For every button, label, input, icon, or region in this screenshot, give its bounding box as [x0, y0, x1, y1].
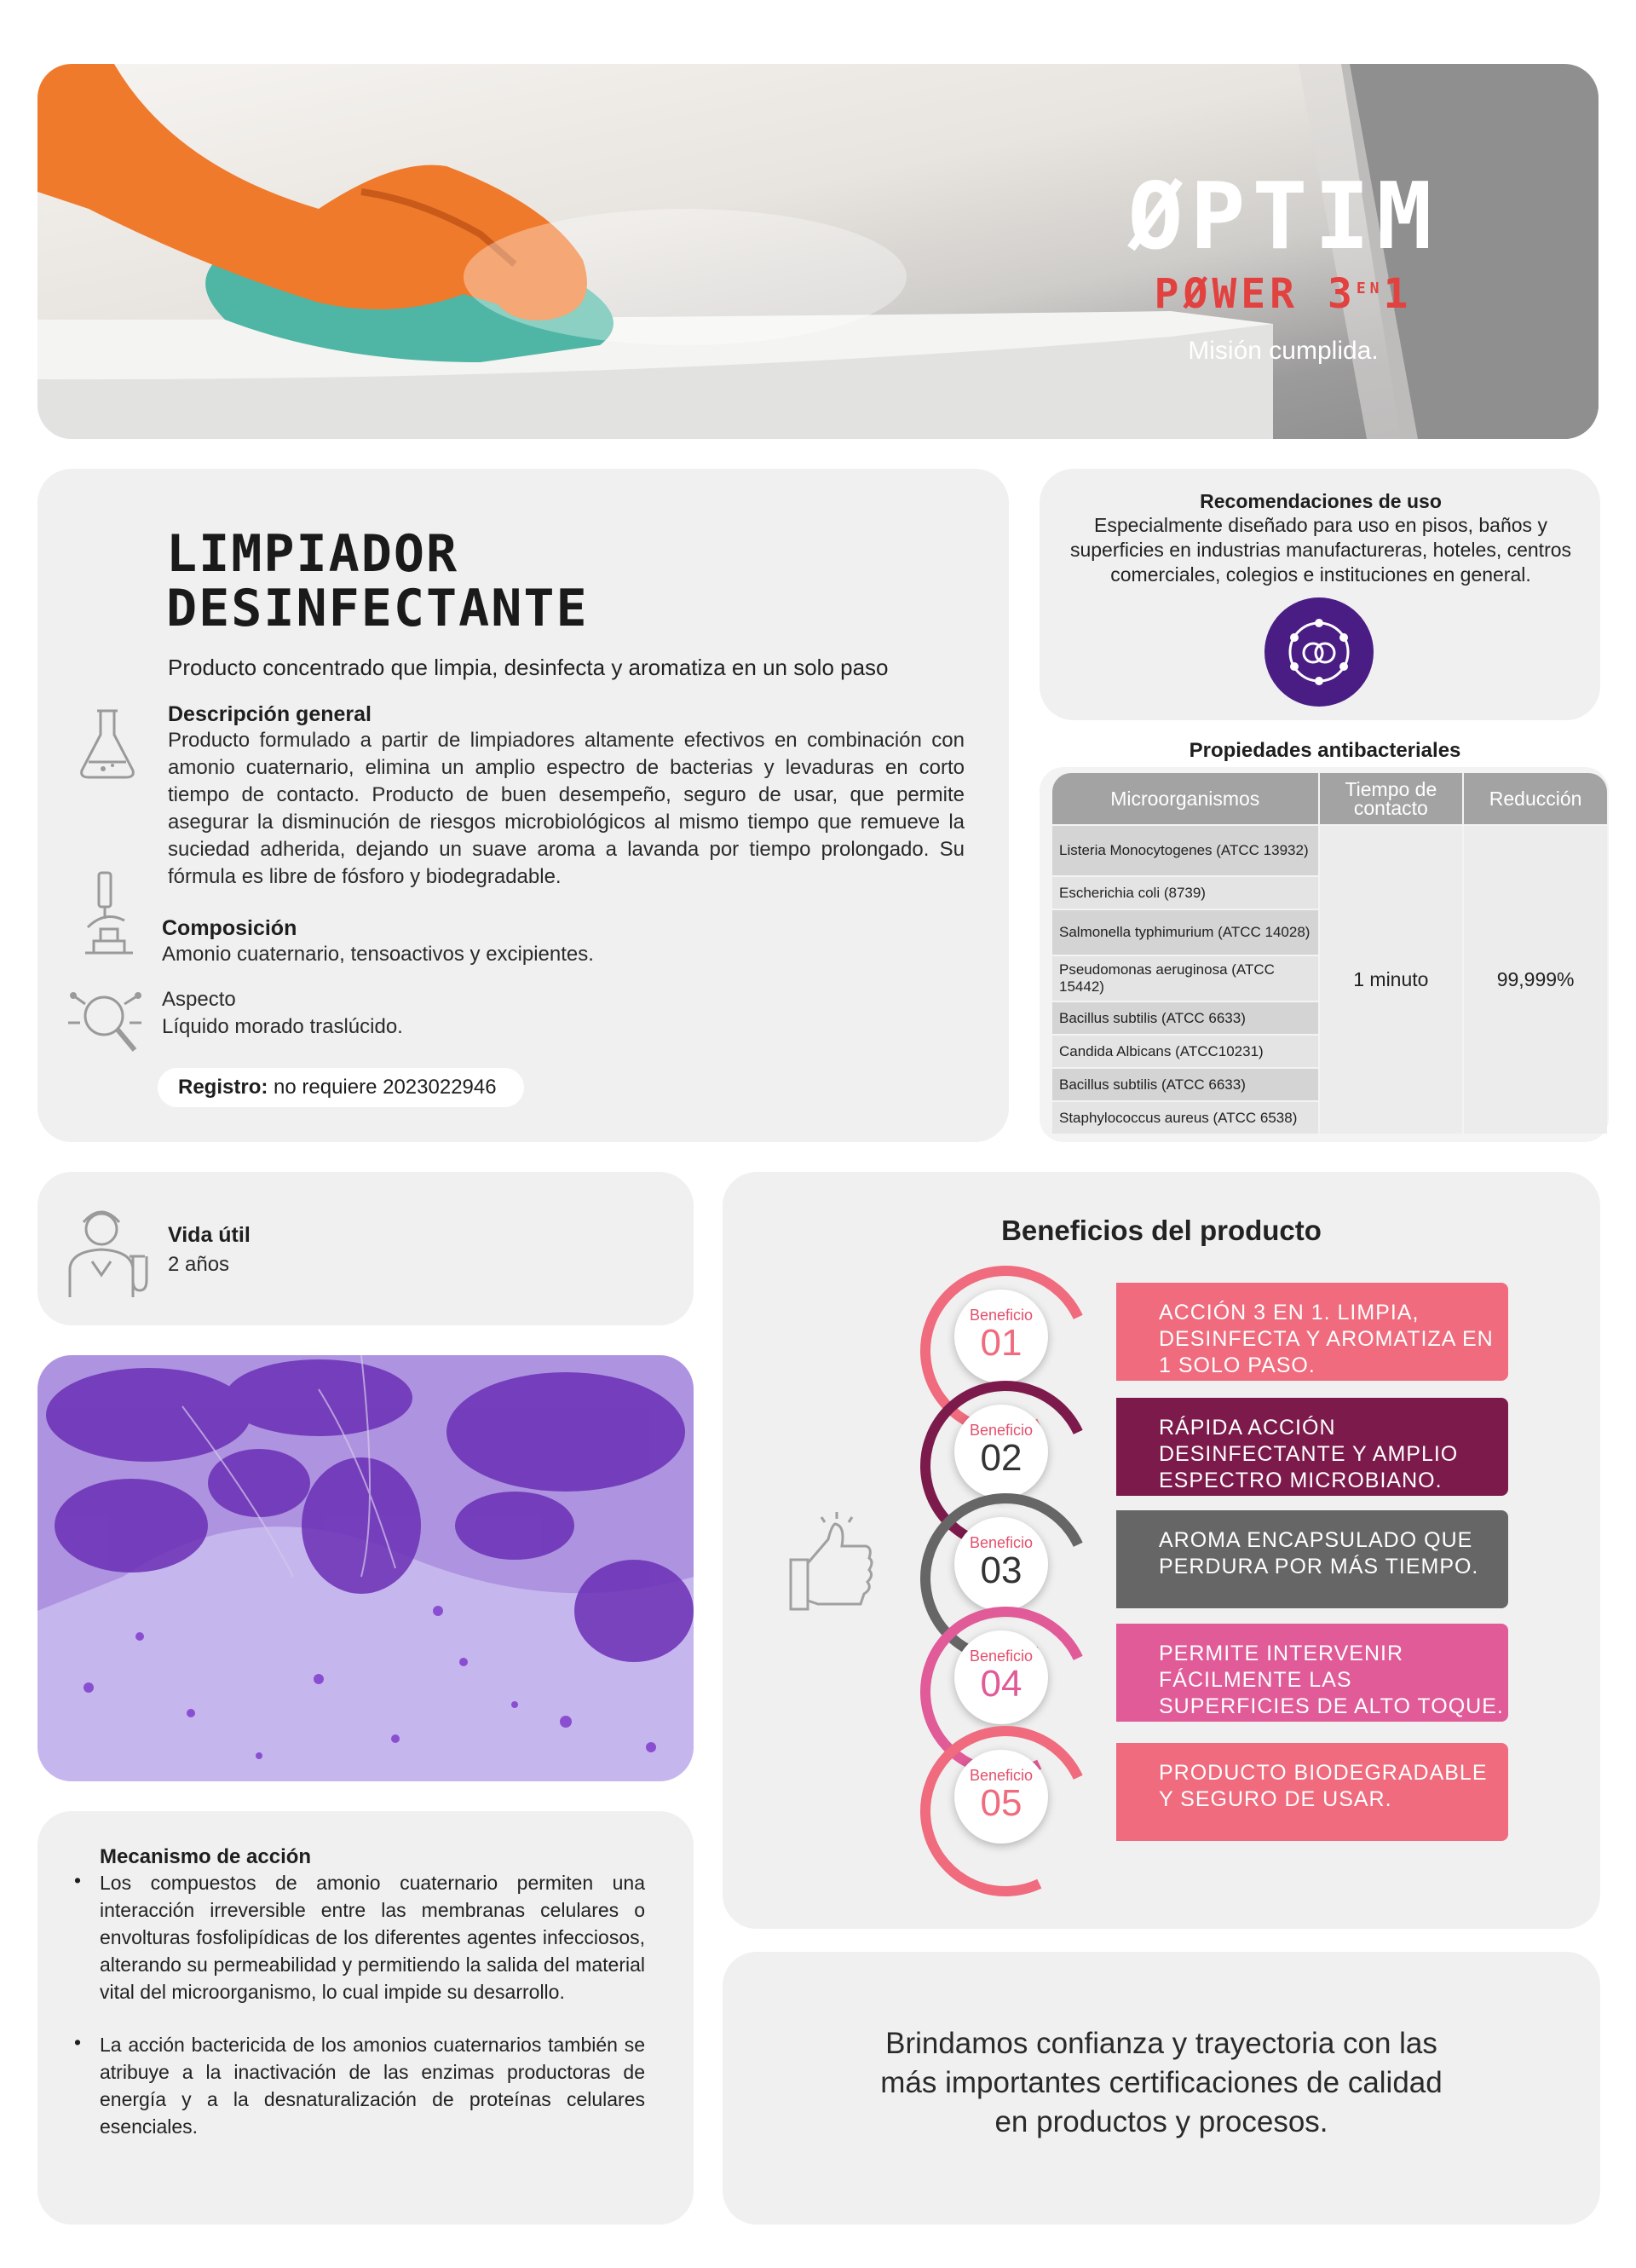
- benefit-label: Beneficio: [969, 1534, 1034, 1551]
- benefit-number: 02: [980, 1437, 1022, 1479]
- hero-banner: [37, 64, 1599, 439]
- benefit-text: ACCIÓN 3 EN 1. LIMPIA, DESINFECTA Y AROMATIZA EN 1 SOLO PASO.: [1159, 1301, 1494, 1377]
- benefit-text: RÁPIDA ACCIÓN DESINFECTANTE Y AMPLIO ESPECTRO MICROBIANO.: [1159, 1416, 1459, 1492]
- list-item: • La acción bactericida de los amonios cuaternarios también se atribuye a la inactivación de las enzimas productoras de energía y a la desnaturalización de proteínas celulares esenciales.: [74, 2031, 645, 2138]
- benefit-label: Beneficio: [969, 1767, 1034, 1784]
- magnifier-icon: [63, 980, 148, 1059]
- benefit-box: [1116, 1624, 1508, 1722]
- col-reduccion: Reducción: [1464, 773, 1607, 824]
- table-row: Pseudomonas aeruginosa (ATCC 15442): [1052, 956, 1318, 1001]
- registro-badge: Registro: no requiere 2023022946: [158, 1068, 524, 1107]
- table-row: Staphylococcus aureus (ATCC 6538): [1052, 1102, 1318, 1134]
- benefit-row: [920, 1624, 1508, 1722]
- flask-icon: [73, 706, 141, 782]
- benefit-row: [920, 1510, 1508, 1608]
- benefit-row: [920, 1283, 1508, 1381]
- recomendaciones-heading: Recomendaciones de uso: [1200, 490, 1442, 512]
- brand-logo: ØPTIM: [1127, 164, 1439, 270]
- thumbs-up-icon: [784, 1509, 878, 1615]
- reduction-value: 99,999%: [1464, 826, 1607, 1134]
- microscope-icon: [75, 868, 143, 957]
- recomendaciones-section: [1048, 490, 1593, 587]
- benefit-number: 04: [980, 1663, 1022, 1705]
- descripcion-section: [168, 702, 965, 891]
- benefit-box: [1116, 1283, 1508, 1381]
- antibacterial-table: [1051, 771, 1609, 1135]
- table-row: Bacillus subtilis (ATCC 6633): [1052, 1069, 1318, 1100]
- product-subtitle: Producto concentrado que limpia, desinfecta y aromatiza en un solo paso: [168, 655, 889, 680]
- contact-time-value: 1 minuto: [1320, 826, 1463, 1134]
- benefit-text: AROMA ENCAPSULADO QUE PERDURA POR MÁS TIEMPO.: [1159, 1528, 1479, 1578]
- benefit-box: [1116, 1510, 1508, 1608]
- col-microorganismos: Microorganismos: [1052, 773, 1318, 824]
- descripcion-text: Producto formulado a partir de limpiadores altamente efectivos en combinación con amonio cuaternario, elimina un amplio espectro de bacterias y levaduras en corto tiempo de contacto. Producto de buen desempeño, seguro de usar, que permite asegurar la disminución de riesgos microbiológicos al mismo tiempo que remueve la suciedad adherida, dejando un suave aroma a lavanda por tiempo prolongado. Su fórmula es libre de fósforo y biodegradable.: [168, 729, 965, 888]
- vida-text: 2 años: [168, 1253, 230, 1276]
- list-item: • Los compuestos de amonio cuaternario permiten una interacción irreversible entre las membranas celulares o envolturas fosfolipídicas de los diferentes agentes infecciosos, alterando su permeabilidad y permitiendo la salida del material vital del microorganismo, lo cual impide su desarrollo.: [74, 1869, 645, 2003]
- brand-subline: PØWER $3^{EN}1$: [1154, 270, 1413, 318]
- molecule-icon: [1264, 597, 1374, 707]
- benefit-row: [920, 1743, 1508, 1841]
- mecanismo-heading: Mecanismo de acción: [100, 1845, 312, 1868]
- benefit-badge: [954, 1750, 1048, 1844]
- recomendaciones-text: Especialmente diseñado para uso en pisos, baños y superficies en industrias manufactureras, hoteles, centros comerciales, colegios e instituciones en general.: [1069, 514, 1572, 586]
- vida-heading: Vida útil: [168, 1223, 251, 1247]
- scientist-icon: [63, 1202, 157, 1300]
- benefit-number: 05: [980, 1782, 1022, 1824]
- mecanismo-section: [74, 1845, 645, 2140]
- benefit-box: [1116, 1743, 1508, 1841]
- composicion-heading: Composición: [162, 916, 297, 940]
- table-row: Bacillus subtilis (ATCC 6633): [1052, 1002, 1318, 1034]
- antibacterial-heading: Propiedades antibacteriales: [1189, 739, 1461, 762]
- aspecto-section: [162, 986, 929, 1041]
- table-row: Escherichia coli (8739): [1052, 877, 1318, 909]
- benefit-label: Beneficio: [969, 1648, 1034, 1665]
- benefit-badge: [954, 1630, 1048, 1724]
- brand-tagline: Misión cumplida.: [1188, 337, 1379, 365]
- aspecto-heading: Aspecto: [162, 988, 236, 1011]
- benefit-number: 01: [980, 1322, 1022, 1364]
- benefit-text: PERMITE INTERVENIR FÁCILMENTE LAS SUPERFICIES DE ALTO TOQUE.: [1159, 1642, 1504, 1718]
- table-row: Salmonella typhimurium (ATCC 14028): [1052, 910, 1318, 955]
- descripcion-heading: Descripción general: [168, 702, 372, 726]
- benefit-text: PRODUCTO BIODEGRADABLE Y SEGURO DE USAR.: [1159, 1761, 1488, 1811]
- table-row: Listeria Monocytogenes (ATCC 13932): [1052, 826, 1318, 875]
- beneficios-heading: Beneficios del producto: [1001, 1215, 1322, 1246]
- benefit-label: Beneficio: [969, 1307, 1034, 1324]
- table-row: Candida Albicans (ATCC10231): [1052, 1036, 1318, 1067]
- lavender-photo: [37, 1355, 694, 1781]
- benefit-number: 03: [980, 1550, 1022, 1591]
- product-title: LIMPIADOR DESINFECTANTE: [166, 524, 589, 638]
- aspecto-text: Líquido morado traslúcido.: [162, 1015, 403, 1038]
- benefit-box: [1116, 1398, 1508, 1496]
- col-tiempo: Tiempo de contacto: [1320, 773, 1463, 824]
- benefit-badge: [954, 1517, 1048, 1611]
- composicion-text: Amonio cuaternario, tensoactivos y excipientes.: [162, 943, 594, 966]
- composicion-section: [162, 916, 929, 968]
- vida-section: [168, 1223, 251, 1278]
- benefit-label: Beneficio: [969, 1422, 1034, 1439]
- benefit-row: [920, 1398, 1508, 1496]
- benefit-badge: [954, 1405, 1048, 1498]
- benefit-badge: [954, 1290, 1048, 1383]
- confianza-text: Brindamos confianza y trayectoria con las más importantes certificaciones de calidad en productos y procesos.: [880, 2027, 1443, 2138]
